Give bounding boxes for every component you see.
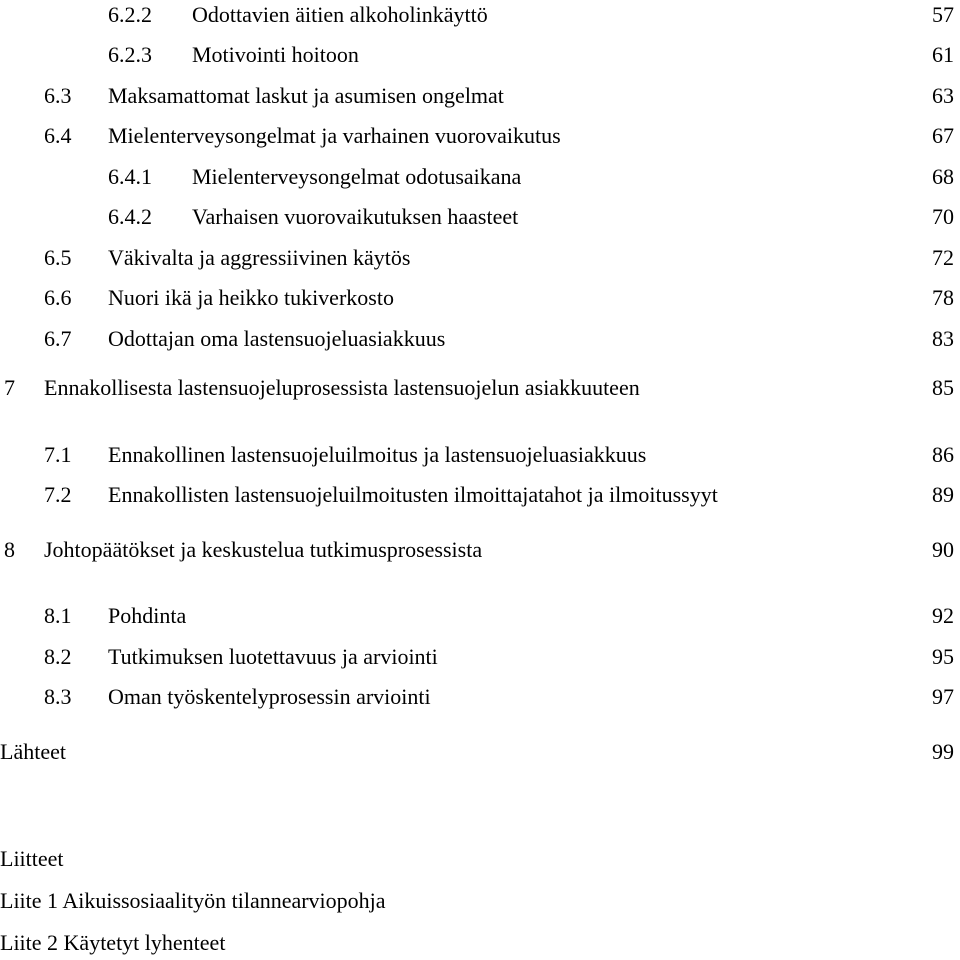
toc-entry-page: 95 [932,644,954,669]
toc-entry-title: Maksamattomat laskut ja asumisen ongelmat [108,83,504,108]
toc-entry [0,601,960,631]
toc-entry-page: 89 [932,482,954,507]
toc-entry-title: Ennakollisesta lastensuojeluprosessista lastensuojelun asiakkuuteen [44,375,640,400]
toc-entry-title: Väkivalta ja aggressiivinen käytös [108,245,411,270]
toc-entry [0,81,960,111]
appendix-item [0,928,960,958]
toc-entry [0,324,960,354]
toc-entry-number: 8 [4,537,15,562]
toc-entry [0,737,960,767]
toc-entry-number: 7.1 [44,442,72,467]
toc-entry-title: Odottavien äitien alkoholinkäyttö [192,2,488,27]
appendix-item [0,886,960,916]
toc-entry-number: 6.5 [44,245,72,270]
appendix-item-label: Liite 2 Käytetyt lyhenteet [0,930,226,955]
toc-entry [0,642,960,672]
toc-entry-page: 57 [932,2,954,27]
toc-entry-title: Ennakollinen lastensuojeluilmoitus ja lastensuojeluasiakkuus [108,442,647,467]
toc-entry-title: Oman työskentelyprosessin arviointi [108,684,431,709]
toc-entry-page: 92 [932,603,954,628]
toc-entry-title: Pohdinta [108,603,187,628]
appendices-heading-label: Liitteet [0,846,64,871]
toc-entry-title: Motivointi hoitoon [192,42,359,67]
toc-entry-title: Mielenterveysongelmat ja varhainen vuorovaikutus [108,123,561,148]
toc-entry-page: 70 [932,204,954,229]
toc-entry [0,40,960,70]
toc-entry [0,373,960,403]
toc-entry-page: 85 [932,375,954,400]
toc-entry-number: 6.4.2 [108,204,152,229]
toc-entry-page: 72 [932,245,954,270]
toc-entry-number: 6.6 [44,285,72,310]
toc-entry-number: 6.2.3 [108,42,152,67]
toc-entry [0,162,960,192]
appendices-heading [0,844,960,874]
toc-entry-page: 68 [932,164,954,189]
toc-entry-number: 8.1 [44,603,72,628]
toc-entry-page: 78 [932,285,954,310]
toc-entry-page: 99 [932,739,954,764]
toc-entry-title: Mielenterveysongelmat odotusaikana [192,164,522,189]
toc-entry-page: 97 [932,684,954,709]
toc-entry-number: 7 [4,375,15,400]
toc-entry-number: 8.2 [44,644,72,669]
toc-entry-number: 6.4.1 [108,164,152,189]
toc-entry [0,121,960,151]
toc-entry [0,682,960,712]
toc-entry-page: 61 [932,42,954,67]
toc-entry-number: 6.4 [44,123,72,148]
toc-entry [0,243,960,273]
toc-entry-page: 90 [932,537,954,562]
toc-entry [0,535,960,565]
toc-entry-number: 6.7 [44,326,72,351]
toc-entry-page: 83 [932,326,954,351]
toc-entry [0,440,960,470]
toc-entry-title: Varhaisen vuorovaikutuksen haasteet [192,204,519,229]
toc-entry-title: Lähteet [0,739,66,764]
toc-entry [0,283,960,313]
toc-entry-title: Nuori ikä ja heikko tukiverkosto [108,285,394,310]
toc-entry-title: Tutkimuksen luotettavuus ja arviointi [108,644,438,669]
toc-entry [0,202,960,232]
toc-entry-number: 7.2 [44,482,72,507]
toc-entry-title: Ennakollisten lastensuojeluilmoitusten ilmoittajatahot ja ilmoitussyyt [108,482,718,507]
toc-entry [0,480,960,510]
appendix-item-label: Liite 1 Aikuissosiaalityön tilannearviopohja [0,888,386,913]
toc-entry-title: Johtopäätökset ja keskustelua tutkimusprosessista [44,537,483,562]
toc-entry-page: 86 [932,442,954,467]
toc-entry-number: 8.3 [44,684,72,709]
toc-entry-page: 63 [932,83,954,108]
toc-entry-title: Odottajan oma lastensuojeluasiakkuus [108,326,446,351]
toc-entry-page: 67 [932,123,954,148]
toc-entry [0,0,960,30]
toc-entry-number: 6.3 [44,83,72,108]
toc-entry-number: 6.2.2 [108,2,152,27]
